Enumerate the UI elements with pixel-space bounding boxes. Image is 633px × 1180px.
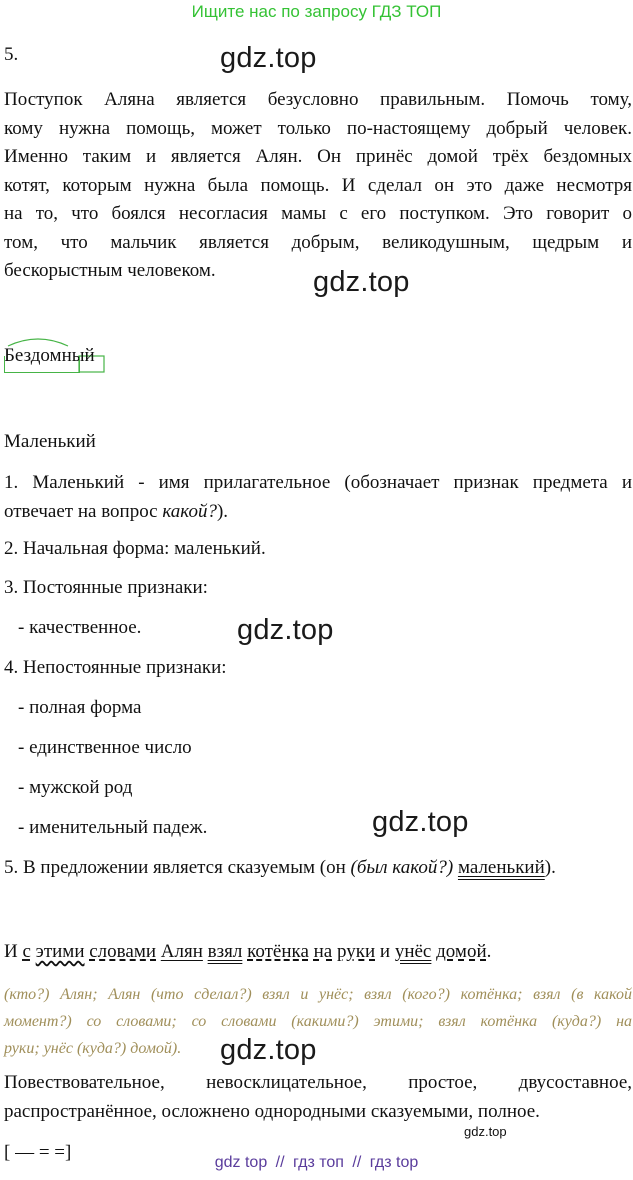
analysis-line	[4, 498, 632, 527]
word-attribute: этими	[35, 941, 85, 962]
question-line: момент?) со словами; со словами (какими?) этими; взял котёнка (куда?) на	[4, 1013, 632, 1030]
sentence-characteristics	[4, 1069, 632, 1126]
punctuation: .	[486, 941, 492, 962]
essay-line: котят, которым нужна была помощь. И сделал он это даже несмотря	[4, 174, 632, 196]
essay-line: Поступок Аляна является безусловно правильным. Помочь тому,	[4, 89, 632, 110]
essay-paragraph	[4, 86, 632, 286]
morpheme-analysis	[4, 330, 124, 378]
question: (был какой?)	[350, 857, 454, 878]
essay-line: Именно таким и является Алян. Он принёс домой трёх бездомных	[4, 146, 632, 167]
text: ).	[216, 500, 229, 522]
watermark: gdz.top	[372, 806, 469, 838]
footer-separator: //	[275, 1154, 285, 1171]
stem-bracket	[4, 372, 80, 373]
analysis-point-4: 4. Непостоянные признаки:	[4, 657, 227, 678]
morph-word: Бездомный	[4, 345, 95, 366]
essay-line: на то, что боялся несогласия мамы с его поступком. Это говорит о	[4, 203, 632, 224]
footer-separator: //	[352, 1154, 362, 1171]
question-line: руки; унёс (куда?) домой).	[4, 1040, 182, 1057]
watermark: gdz.top	[220, 1034, 317, 1066]
essay-line: кому нужна помощь, может только по-настоящему добрый человек.	[4, 117, 632, 139]
sentence-scheme: [ — = =]	[4, 1142, 72, 1163]
footer-link[interactable]: гдз top	[369, 1154, 419, 1171]
word-circumstance: на	[313, 941, 333, 962]
essay-line: бескорыстным человеком.	[4, 260, 216, 281]
small-watermark: gdz.top	[464, 1124, 507, 1139]
word: И	[4, 941, 18, 962]
essay-line: том, что мальчик является добрым, великодушным, щедрым и	[4, 231, 632, 253]
analysis-item: - мужской род	[18, 777, 133, 798]
stem-bracket-left	[4, 356, 5, 372]
word-predicate: унёс	[394, 941, 432, 962]
analysis-item: - полная форма	[18, 697, 142, 718]
analysis-point-3: 3. Постоянные признаки:	[4, 577, 208, 598]
footer-link[interactable]: гдз топ	[293, 1154, 344, 1171]
question: какой?	[162, 500, 217, 522]
analysis-item: - качественное.	[18, 617, 142, 638]
analysis-point-1	[4, 469, 632, 526]
question-line: (кто?) Алян; Алян (что сделал?) взял и унёс; взял (кого?) котёнка; взял (в какой	[4, 986, 632, 1003]
word-circumstance: руки	[337, 941, 376, 962]
text: ).	[544, 857, 556, 878]
task-number: 5.	[4, 44, 19, 65]
analysis-word: Маленький	[4, 431, 96, 452]
analysis-item: - единственное число	[18, 737, 192, 758]
footer-links	[0, 1154, 633, 1172]
word-predicate: взял	[207, 941, 243, 962]
predicate-word: маленький	[457, 857, 545, 878]
characteristics-line: распространённое, осложнено однородными сказуемыми, полное.	[4, 1100, 540, 1122]
analysis-line: 1. Маленький - имя прилагательное (обозначает признак предмета и	[4, 472, 632, 493]
stem-bracket-right	[79, 356, 80, 372]
analysis-point-2: 2. Начальная форма: маленький.	[4, 538, 266, 559]
text: отвечает на вопрос	[4, 500, 163, 522]
top-banner[interactable]: Ищите нас по запросу ГДЗ ТОП	[191, 2, 442, 21]
watermark: gdz.top	[237, 614, 334, 646]
footer-link[interactable]: gdz top	[214, 1154, 268, 1171]
characteristics-line: Повествовательное, невосклицательное, простое, двусоставное,	[4, 1072, 632, 1093]
analysis-item: - именительный падеж.	[18, 817, 208, 838]
word-object: котёнка	[247, 941, 309, 962]
analysis-point-5	[4, 854, 556, 883]
watermark: gdz.top	[220, 42, 317, 74]
text: 5. В предложении является сказуемым (он	[4, 857, 351, 878]
question-chain	[4, 981, 632, 1062]
word: и	[379, 941, 391, 962]
parsed-sentence	[4, 938, 491, 967]
word-subject: Алян	[160, 941, 203, 962]
word-circumstance: словами	[89, 941, 157, 962]
word-circumstance: с	[22, 941, 31, 962]
watermark: gdz.top	[313, 266, 410, 298]
word-circumstance: домой	[436, 941, 487, 962]
